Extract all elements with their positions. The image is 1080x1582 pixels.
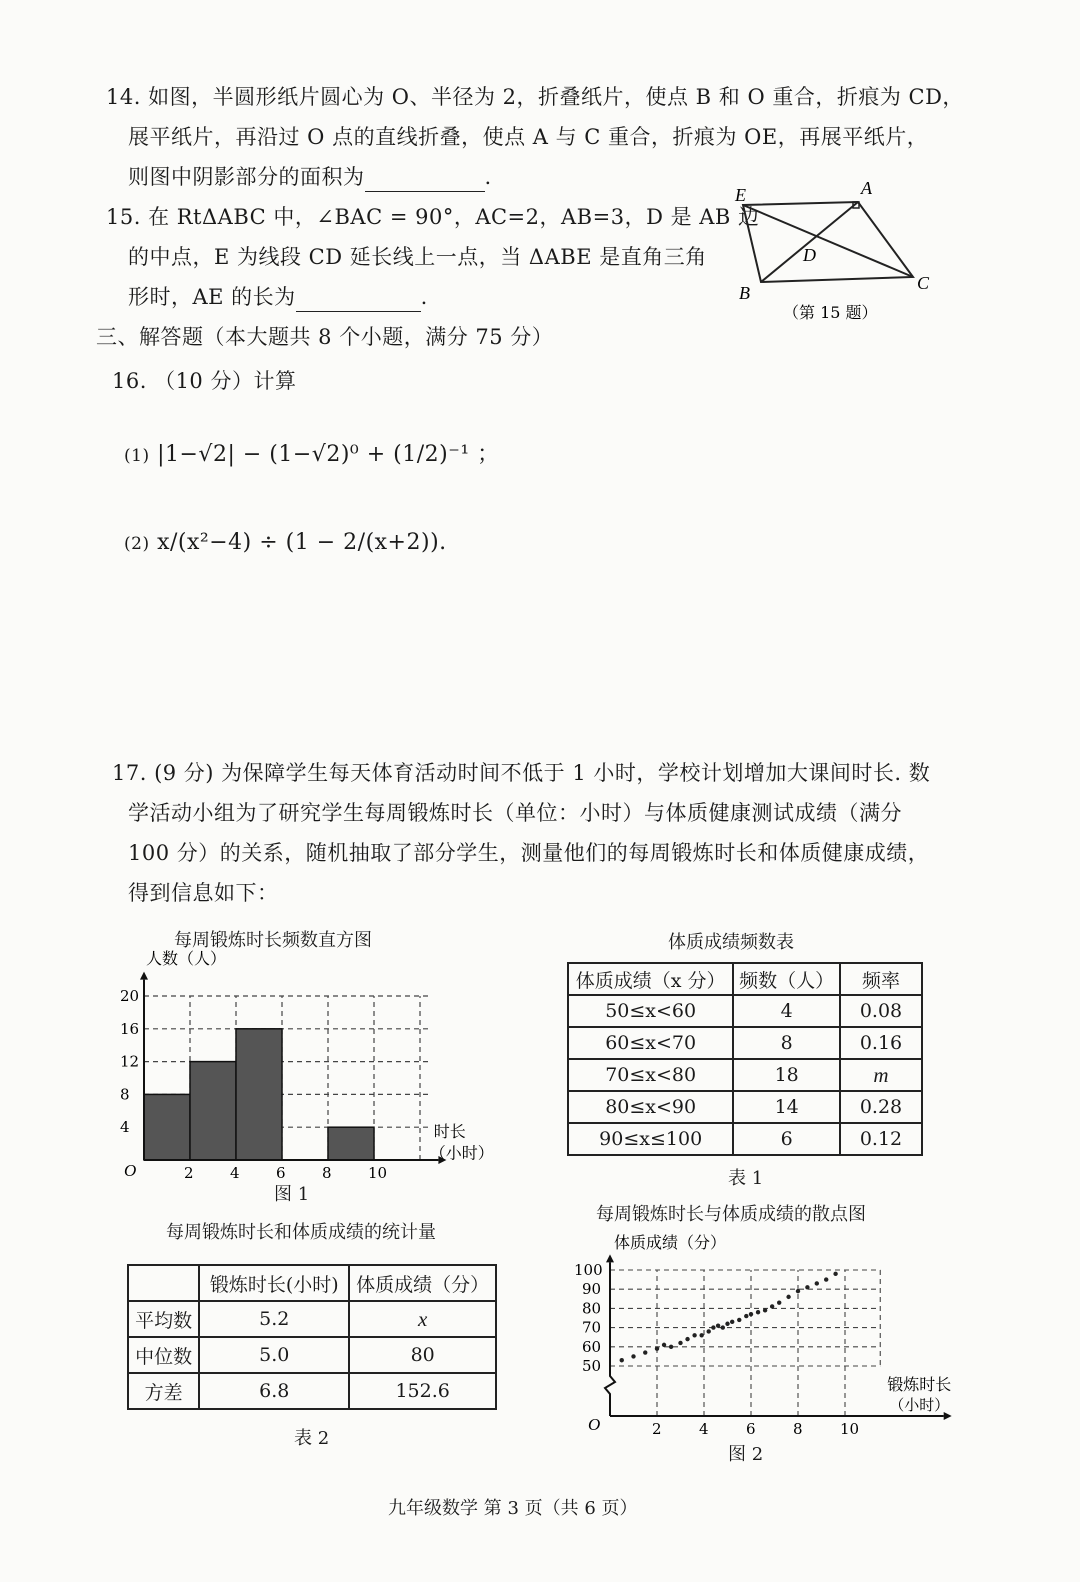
hist-x-tick-label: 8 bbox=[322, 1164, 332, 1182]
hist-y-tick-label: 4 bbox=[120, 1118, 130, 1137]
q15-line3 bbox=[128, 282, 428, 312]
scatter-y-tick-label: 70 bbox=[582, 1318, 602, 1337]
q17-line1: 17. (9 分) 为保障学生每天体育活动时间不低于 1 小时，学校计划增加大课间时长. 数 bbox=[112, 761, 931, 785]
table2-cell: 方差 bbox=[128, 1373, 199, 1409]
scatter-point bbox=[716, 1323, 720, 1327]
scatter-point bbox=[796, 1289, 800, 1293]
table1-cell: 90≤x≤100 bbox=[568, 1123, 733, 1155]
q14-line3-end: . bbox=[484, 165, 492, 189]
scatter-point bbox=[833, 1272, 837, 1276]
q16-part2 bbox=[124, 528, 447, 559]
scatter-point bbox=[678, 1341, 682, 1345]
q15-label-E: E bbox=[735, 185, 746, 205]
scatter-point bbox=[815, 1281, 819, 1285]
q15-label-B: B bbox=[739, 283, 750, 303]
q14-answer-blank bbox=[365, 167, 485, 192]
table1-cell: 6 bbox=[733, 1123, 840, 1155]
scatter-y-axis-label: 体质成绩（分） bbox=[614, 1233, 727, 1252]
scatter-x-tick-label: 4 bbox=[699, 1420, 709, 1438]
hist-x-tick-label: 10 bbox=[368, 1164, 388, 1182]
scatter-point bbox=[805, 1285, 809, 1289]
scatter-point bbox=[730, 1320, 734, 1324]
table1-header-row bbox=[568, 963, 922, 995]
scatter-point bbox=[744, 1314, 748, 1318]
table2-row bbox=[128, 1337, 496, 1373]
table1-cell: 80≤x<90 bbox=[568, 1091, 733, 1123]
q14-line3-text: 则图中阴影部分的面积为 bbox=[128, 165, 365, 189]
scatter-point bbox=[655, 1347, 659, 1351]
q15-answer-blank bbox=[296, 287, 421, 312]
q16-part1 bbox=[124, 440, 500, 471]
scatter-point bbox=[699, 1333, 703, 1337]
q15-line3-text: 形时，AE 的长为 bbox=[128, 285, 296, 309]
table1-caption: 表 1 bbox=[728, 1168, 764, 1189]
scatter-x-axis-label: 锻炼时长 bbox=[887, 1375, 952, 1394]
scatter-point bbox=[643, 1350, 647, 1354]
scatter-x-tick-label: 10 bbox=[840, 1420, 860, 1438]
scatter-point bbox=[631, 1354, 635, 1358]
q14-line1: 14. 如图，半圆形纸片圆心为 O、半径为 2，折叠纸片，使点 B 和 O 重合，折痕为 CD， bbox=[106, 85, 964, 109]
scatter-point bbox=[669, 1345, 673, 1349]
q15-figure bbox=[725, 175, 945, 325]
hist-y-tick-label: 16 bbox=[120, 1019, 140, 1038]
scatter-point bbox=[749, 1312, 753, 1316]
scatter-point bbox=[707, 1329, 711, 1333]
table1-cell: 70≤x<80 bbox=[568, 1059, 733, 1091]
table2-cell: 5.0 bbox=[199, 1337, 349, 1373]
scatter-point bbox=[662, 1343, 666, 1347]
scatter-point bbox=[737, 1318, 741, 1322]
scatter-point bbox=[770, 1304, 774, 1308]
table1-row bbox=[568, 1091, 922, 1123]
scatter-x-tick-label: 6 bbox=[746, 1420, 756, 1438]
scatter-x-axis-unit: （小时） bbox=[889, 1396, 950, 1414]
fig1-caption: 图 1 bbox=[274, 1184, 310, 1205]
scatter-point bbox=[711, 1325, 715, 1329]
scatter-y-tick-label: 50 bbox=[582, 1357, 602, 1375]
scatter-point bbox=[763, 1308, 767, 1312]
fig2-caption: 图 2 bbox=[728, 1444, 764, 1465]
table1-cell: 60≤x<70 bbox=[568, 1027, 733, 1059]
table1-row bbox=[568, 995, 922, 1027]
table2-cell: 6.8 bbox=[199, 1373, 349, 1409]
table2-caption: 表 2 bbox=[294, 1428, 330, 1449]
fig1-histogram bbox=[108, 950, 508, 1180]
hist-x-tick-label: 6 bbox=[276, 1164, 286, 1182]
table1-cell: 0.12 bbox=[840, 1123, 922, 1155]
q16-part1-label: (1) bbox=[124, 446, 150, 466]
hist-y-arrow bbox=[140, 972, 148, 980]
hist-y-tick-label: 12 bbox=[120, 1052, 140, 1071]
hist-y-axis-label: 人数（人） bbox=[146, 949, 227, 968]
scatter-point bbox=[725, 1322, 729, 1326]
table2-header-row bbox=[128, 1265, 496, 1301]
hist-bar bbox=[328, 1127, 374, 1160]
table1-header-cell: 频数（人） bbox=[733, 963, 840, 995]
table1-cell: 4 bbox=[733, 995, 840, 1027]
table2-title: 每周锻炼时长和体质成绩的统计量 bbox=[166, 1222, 436, 1243]
table1-title: 体质成绩频数表 bbox=[668, 932, 794, 953]
scatter-x-tick-label: 8 bbox=[793, 1420, 803, 1438]
table1 bbox=[567, 962, 923, 1156]
scatter-y-tick-label: 60 bbox=[582, 1337, 602, 1356]
q15-figure-caption: （第 15 题） bbox=[783, 303, 878, 322]
table2-cell: 152.6 bbox=[349, 1373, 496, 1409]
table1-cell: 0.16 bbox=[840, 1027, 922, 1059]
table2-row bbox=[128, 1301, 496, 1337]
table2-cell: 80 bbox=[349, 1337, 496, 1373]
scatter-point bbox=[824, 1277, 828, 1281]
hist-x-axis-unit: （小时） bbox=[429, 1143, 494, 1163]
q17-line3: 100 分）的关系，随机抽取了部分学生，测量他们的每周锻炼时长和体质健康成绩， bbox=[128, 841, 930, 865]
q16-title: 16. （10 分）计算 bbox=[112, 369, 297, 393]
q15-label-D: D bbox=[803, 245, 816, 265]
q14-line2: 展平纸片，再沿过 O 点的直线折叠，使点 A 与 C 重合，折痕为 OE，再展平纸片， bbox=[128, 125, 929, 149]
q15-label-C: C bbox=[917, 273, 930, 293]
scatter-y-arrow bbox=[606, 1254, 614, 1262]
hist-x-tick-label: 2 bbox=[184, 1164, 194, 1182]
hist-y-tick-label: 8 bbox=[120, 1085, 130, 1104]
table2-cell: x bbox=[349, 1301, 496, 1337]
table1-cell: 50≤x<60 bbox=[568, 995, 733, 1027]
q17-line2: 学活动小组为了研究学生每周锻炼时长（单位：小时）与体质健康测试成绩（满分 bbox=[128, 801, 902, 825]
table1-cell: 0.08 bbox=[840, 995, 922, 1027]
scatter-y-tick-label: 100 bbox=[574, 1261, 603, 1279]
hist-origin-label: O bbox=[124, 1161, 137, 1180]
table2-header-cell: 体质成绩（分） bbox=[349, 1265, 496, 1301]
q17-line4: 得到信息如下： bbox=[128, 881, 279, 905]
scatter-y-axis-break bbox=[605, 1262, 615, 1416]
q15-line1: 15. 在 RtΔABC 中，∠BAC = 90°，AC=2，AB=3，D 是 AB 边 bbox=[106, 205, 760, 229]
hist-y-tick-label: 20 bbox=[120, 987, 140, 1005]
hist-x-tick-label: 4 bbox=[230, 1164, 240, 1182]
q15-label-A: A bbox=[861, 178, 872, 198]
q16-part1-expr: |1−√2| − (1−√2)⁰ + (1/2)⁻¹ ； bbox=[157, 442, 500, 467]
table1-header-cell: 体质成绩（x 分） bbox=[568, 963, 733, 995]
scatter-point bbox=[756, 1310, 760, 1314]
table2-row bbox=[128, 1373, 496, 1409]
page-footer: 九年级数学 第 3 页（共 6 页） bbox=[388, 1498, 638, 1519]
scatter-point bbox=[620, 1358, 624, 1362]
fig2-scatter bbox=[570, 1226, 952, 1444]
table2 bbox=[127, 1264, 497, 1410]
table2-cell: 5.2 bbox=[199, 1301, 349, 1337]
table1-header-cell: 频率 bbox=[840, 963, 922, 995]
table1-row bbox=[568, 1123, 922, 1155]
q16-part2-label: (2) bbox=[124, 534, 150, 554]
table2-header-cell: 锻炼时长(小时) bbox=[199, 1265, 349, 1301]
table1-cell: 18 bbox=[733, 1059, 840, 1091]
table2-cell: 中位数 bbox=[128, 1337, 199, 1373]
table1-cell: 14 bbox=[733, 1091, 840, 1123]
table1-row bbox=[568, 1027, 922, 1059]
scatter-point bbox=[721, 1325, 725, 1329]
q15-line3-end: . bbox=[420, 285, 428, 309]
scatter-origin-label: O bbox=[588, 1415, 601, 1434]
hist-x-axis-label: 时长 bbox=[433, 1122, 466, 1142]
scatter-point bbox=[786, 1295, 790, 1299]
q16-part2-expr: x/(x²−4) ÷ (1 − 2/(x+2)). bbox=[157, 530, 447, 555]
scatter-y-tick-label: 80 bbox=[582, 1299, 602, 1318]
q15-line2: 的中点，E 为线段 CD 延长线上一点，当 ΔABE 是直角三角 bbox=[128, 245, 707, 269]
scatter-x-tick-label: 2 bbox=[652, 1420, 662, 1438]
scatter-point bbox=[685, 1337, 689, 1341]
table1-cell: 0.28 bbox=[840, 1091, 922, 1123]
table1-row bbox=[568, 1059, 922, 1091]
fig2-title: 每周锻炼时长与体质成绩的散点图 bbox=[596, 1204, 866, 1225]
table1-cell: 8 bbox=[733, 1027, 840, 1059]
section3-heading: 三、解答题（本大题共 8 个小题，满分 75 分） bbox=[96, 325, 554, 349]
hist-bar bbox=[144, 1094, 190, 1160]
table2-cell: 平均数 bbox=[128, 1301, 199, 1337]
table2-header-cell bbox=[128, 1265, 199, 1301]
q15-segment-AB bbox=[761, 202, 858, 282]
hist-bar bbox=[236, 1029, 282, 1160]
hist-bar bbox=[190, 1062, 236, 1160]
q14-line3 bbox=[128, 162, 492, 192]
scatter-point bbox=[777, 1300, 781, 1304]
scatter-y-tick-label: 90 bbox=[582, 1280, 602, 1299]
scatter-point bbox=[692, 1333, 696, 1337]
fig1-title: 每周锻炼时长频数直方图 bbox=[174, 930, 372, 951]
table1-cell: m bbox=[840, 1059, 922, 1091]
